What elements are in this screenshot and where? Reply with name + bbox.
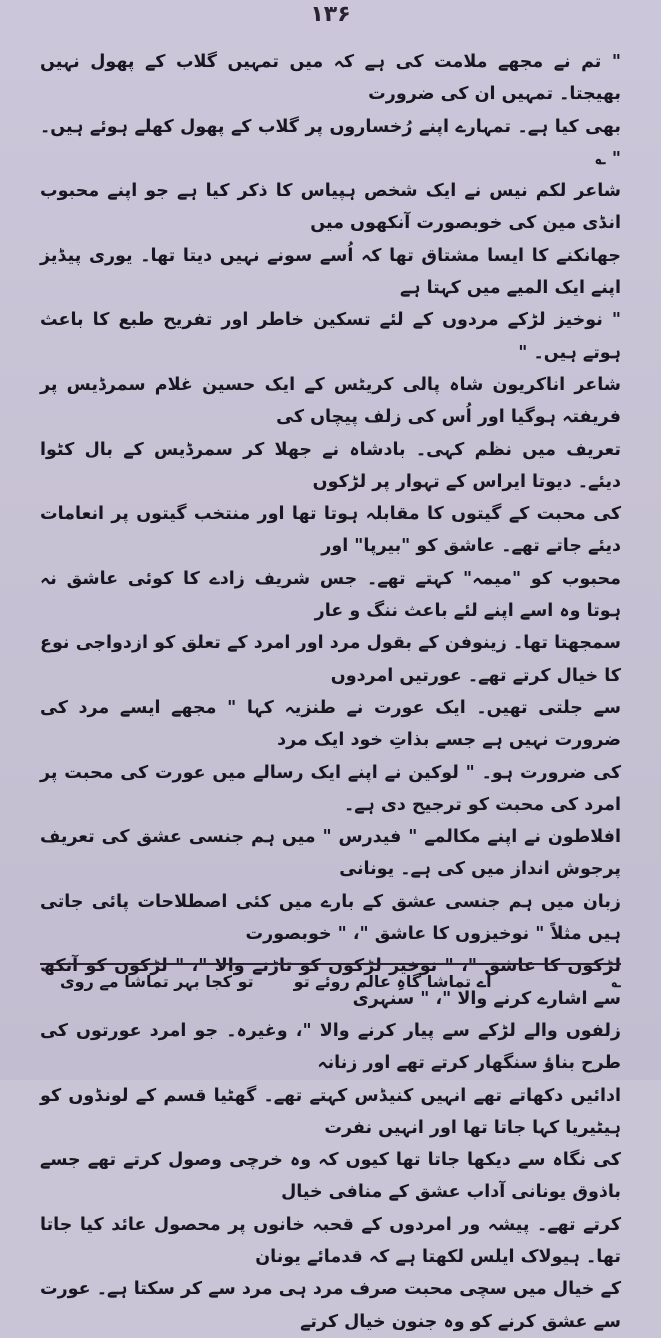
text-line: ادائیں دکھاتے تھے انہیں کنیڈس کہتے تھے۔ گھٹیا قسم کے لونڈوں کو ہیٹیریا کہا جاتا تھا اور انہیں نفرت xyxy=(40,1085,621,1138)
text-line: سمجھتا تھا۔ زینوفن کے بقول مرد اور امرد کے تعلق کو ازدواجی نوع کا خیال کرتے تھے۔ عورتیں امردوں xyxy=(40,633,621,686)
text-line: کی نگاہ سے دیکھا جاتا تھا کیوں کہ وہ خرچی وصول کرتے تھے جسے باذوق یونانی آداب عشق کے منافی خیال xyxy=(40,1150,621,1203)
text-line: افلاطون نے اپنے مکالمے " فیدرس " میں ہم جنسی عشق کی تعریف پرجوش انداز میں کی ہے۔ یونانی xyxy=(40,827,621,880)
text-line: تعریف میں نظم کہی۔ بادشاہ نے جھلا کر سمرڈیس کے بال کٹوا دیئے۔ دیوتا ایراس کے تہوار پر لڑکوں xyxy=(40,439,621,492)
text-line: لڑکوں کا عاشق "، " نوخیز لڑکوں کو تاڑنے والا "، " لڑکوں کو آنکھ سے اشارے کرنے والا "، " سنہری xyxy=(40,956,621,1009)
footnote xyxy=(60,972,621,991)
text-line: سے جلتی تھیں۔ ایک عورت نے طنزیہ کہا " مجھے ایسے مرد کی ضرورت نہیں ہے جسے بذاتِ خود ایک مرد xyxy=(40,697,621,751)
text-line: " تم نے مجھے ملامت کی ہے کہ میں تمہیں گلاب کے پھول نہیں بھیجتا۔ تمہیں ان کی ضرورت xyxy=(40,52,621,105)
text-line: بھی کیا ہے۔ تمہارے اپنے رُخساروں پر گلاب کے پھول کھلے ہوئے ہیں۔ " ؎ xyxy=(40,116,621,169)
text-line: کرتے تھے۔ پیشہ ور امردوں کے قحبہ خانوں پر محصول عائد کیا جاتا تھا۔ ہیولاک ایلس لکھتا ہے کہ قدمائے یونان xyxy=(40,1214,621,1267)
verse-second-hemistich: تو کجا بہر تماشا مے روی xyxy=(60,972,254,991)
footnote-mark: ؎ xyxy=(611,972,621,991)
footnote-verse xyxy=(60,972,492,991)
text-line: شاعر لکم نیس نے ایک شخص ہپیاس کا ذکر کیا ہے جو اپنے محبوب انڈی مین کی خوبصورت آنکھوں میں xyxy=(40,181,621,234)
page-number: ۱۳۶ xyxy=(310,2,351,27)
body-text xyxy=(40,46,621,1338)
text-line: زلفوں والے لڑکے سے پیار کرنے والا "، وغیرہ۔ جو امرد عورتوں کی طرح بناؤ سنگھار کرتے تھے اور زنانہ xyxy=(40,1020,621,1074)
text-line: کی محبت کے گیتوں کا مقابلہ ہوتا تھا اور منتخب گیتوں پر انعامات دیئے جاتے تھے۔ عاشق کو "بیرپا" اور xyxy=(40,504,621,557)
text-line: شاعر اناکریون شاہ پالی کریٹس کے ایک حسین غلام سمرڈیس پر فریفتہ ہوگیا اور اُس کی زلف پیچاں کی xyxy=(40,374,621,428)
text-line: زبان میں ہم جنسی عشق کے بارے میں کئی اصطلاحات پائی جاتی ہیں مثلاً " نوخیزوں کا عاشق "، " خوبصورت xyxy=(40,891,621,945)
text-line: جھانکنے کا ایسا مشتاق تھا کہ اُسے سونے نہیں دیتا تھا۔ یوری پیڈیز اپنے ایک المیے میں کہتا ہے xyxy=(40,245,621,299)
text-line: " نوخیز لڑکے مردوں کے لئے تسکین خاطر اور تفریح طبع کا باعث ہوتے ہیں۔ " xyxy=(40,310,621,363)
text-line: کی ضرورت ہو۔ " لوکین نے اپنے ایک رسالے میں عورت کی محبت پر امرد کی محبت کو ترجیح دی ہے۔ xyxy=(40,762,621,815)
text-line: کے خیال میں سچی محبت صرف مرد ہی مرد سے کر سکتا ہے۔ عورت سے عشق کرنے کو وہ جنون خیال کرتے xyxy=(40,1279,621,1332)
verse-first-hemistich: اے تماشا گاہِ عالم روئے تو xyxy=(293,972,492,991)
text-line: محبوب کو "میمہ" کہتے تھے۔ جس شریف زادے کا کوئی عاشق نہ ہوتا وہ اسے اپنے لئے باعث ننگ و عار xyxy=(40,568,621,622)
footnote-divider xyxy=(40,963,621,965)
